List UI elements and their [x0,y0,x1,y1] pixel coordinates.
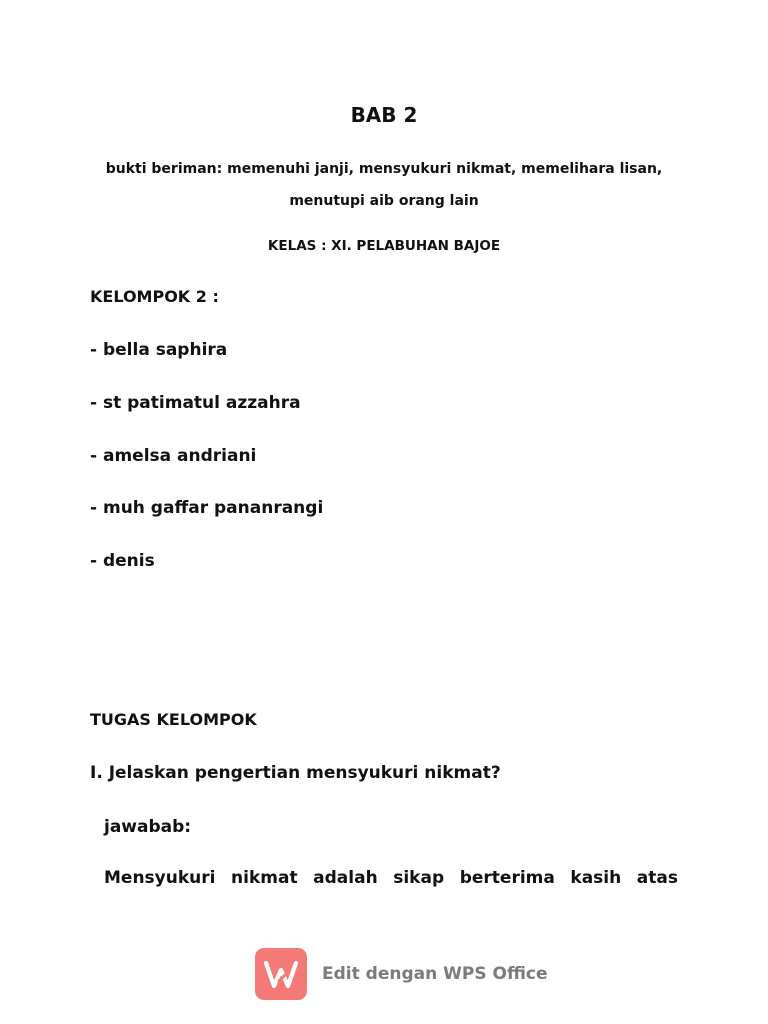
class-label: KELAS : XI. PELABUHAN BAJOE [267,238,501,254]
subtitle-line-1: bukti beriman: memenuhi janji, mensyukuri nikmat, memelihara lisan, [105,161,663,177]
member-item: - muh gaffar pananrangi [90,498,324,518]
document-title: BAB 2 [350,103,418,127]
subtitle-line-2: menutupi aib orang lain [289,193,479,209]
member-item: - bella saphira [90,340,228,360]
wps-w-glyph-icon [255,948,307,1000]
task-heading: TUGAS KELOMPOK [90,710,257,729]
wps-edit-link[interactable]: Edit dengan WPS Office [322,964,548,984]
answer-label: jawabab: [104,817,192,837]
answer-text: Mensyukuri nikmat adalah sikap berterima kasih atas [104,868,678,888]
member-item: - st patimatul azzahra [90,393,301,413]
question-text: I. Jelaskan pengertian mensyukuri nikmat? [90,763,501,783]
member-item: - amelsa andriani [90,446,257,466]
group-heading: KELOMPOK 2 : [90,287,219,306]
wps-logo-icon[interactable] [255,948,307,1000]
member-item: - denis [90,551,155,571]
